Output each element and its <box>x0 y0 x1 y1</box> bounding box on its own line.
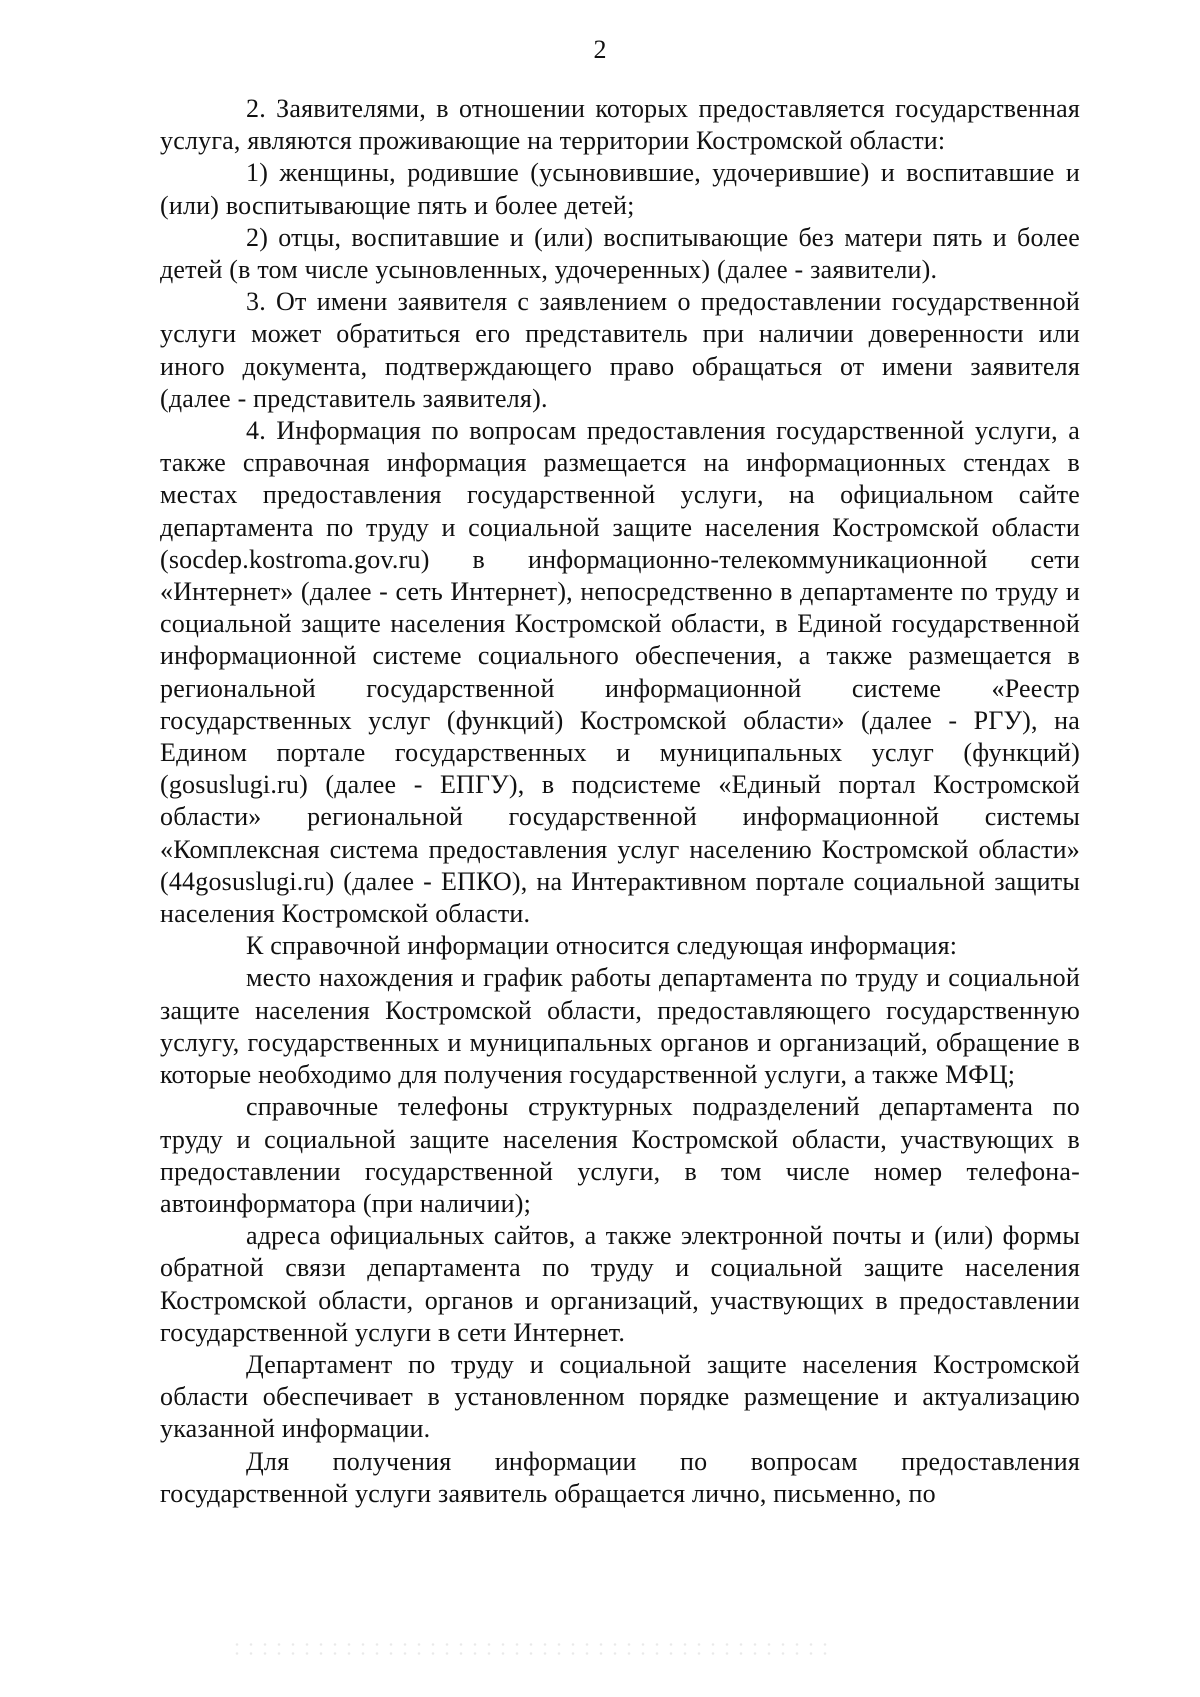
paragraph-reference-info-intro: К справочной информации относится следующая информация: <box>246 931 958 961</box>
paragraph-location-schedule: место нахождения и график работы департамента по труду и социальной защите населения Костромской области, предоставляющего государственную услугу, государственных и муниципальных органов и организаций, обращение в которые необходимо для получения государственной услуги, а также МФЦ; <box>160 963 1080 1090</box>
list-item-fathers: 2) отцы, воспитавшие и (или) воспитывающие без матери пять и более детей (в том числе усыновленных, удочеренных) (далее - заявители). <box>160 222 1080 285</box>
list-item-women: 1) женщины, родившие (усыновившие, удочерившие) и воспитавшие и (или) воспитывающие пять и более детей; <box>160 158 1080 220</box>
paragraph-obtaining-info: Для получения информации по вопросам предоставления государственной услуги заявитель обращается лично, письменно, по <box>160 1446 1080 1508</box>
paragraph-websites: адреса официальных сайтов, а также электронной почты и (или) формы обратной связи департамента по труду и социальной защите населения Костромской области, органов и организаций, участвующих в предоставлении государственной услуги в сети Интернет. <box>160 1221 1080 1347</box>
paragraph-phones: справочные телефоны структурных подразделений департамента по труду и социальной защите населения Костромской области, участвующих в предоставлении государственной услуги, в том числе номер телефона-автоинформатора (при наличии); <box>160 1092 1080 1218</box>
paragraph-item-3-representative: 3. От имени заявителя с заявлением о предоставлении государственной услуги может обратиться его представитель при наличии доверенности или иного документа, подтверждающего право обращаться от имени заявителя (далее - представитель заявителя). <box>160 287 1080 413</box>
scan-noise-decoration <box>230 1640 830 1660</box>
paragraph-item-2-applicants: 2. Заявителями, в отношении которых предоставляется государственная услуга, являются проживающие на территории Костромской области: <box>160 94 1080 156</box>
paragraph-item-4-information: 4. Информация по вопросам предоставления государственной услуги, а также справочная информация размещается на информационных стендах в местах предоставления государственной услуги, на официальном сайте департамента по труду и социальной защите населения Костромской области (socdep.kostroma.gov.ru) в информационно-телекоммуникационной сети «Интернет» (далее - сеть Интернет), непосредственно в департаменте по труду и социальной защите населения Костромской области, в Единой государственной информационной системе социального обеспечения, а также размещается в региональной государственной информационной системе «Реестр государственных услуг (функций) Костромской области» (далее - РГУ), на Едином портале государственных и муниципальных услуг (функций) (gosuslugi.ru) (далее - ЕПГУ), в подсистеме «Единый портал Костромской области» региональной государственной информационной системы «Комплексная система предоставления услуг населению Костромской области» (44gosuslugi.ru) (далее - ЕПКО), на Интерактивном портале социальной защиты населения Костромской области. <box>160 416 1080 929</box>
paragraph-department-ensures: Департамент по труду и социальной защите населения Костромской области обеспечивает в установленном порядке размещение и актуализацию указанной информации. <box>160 1349 1080 1444</box>
page-number: 2 <box>593 35 607 64</box>
document-body <box>160 93 1080 1510</box>
